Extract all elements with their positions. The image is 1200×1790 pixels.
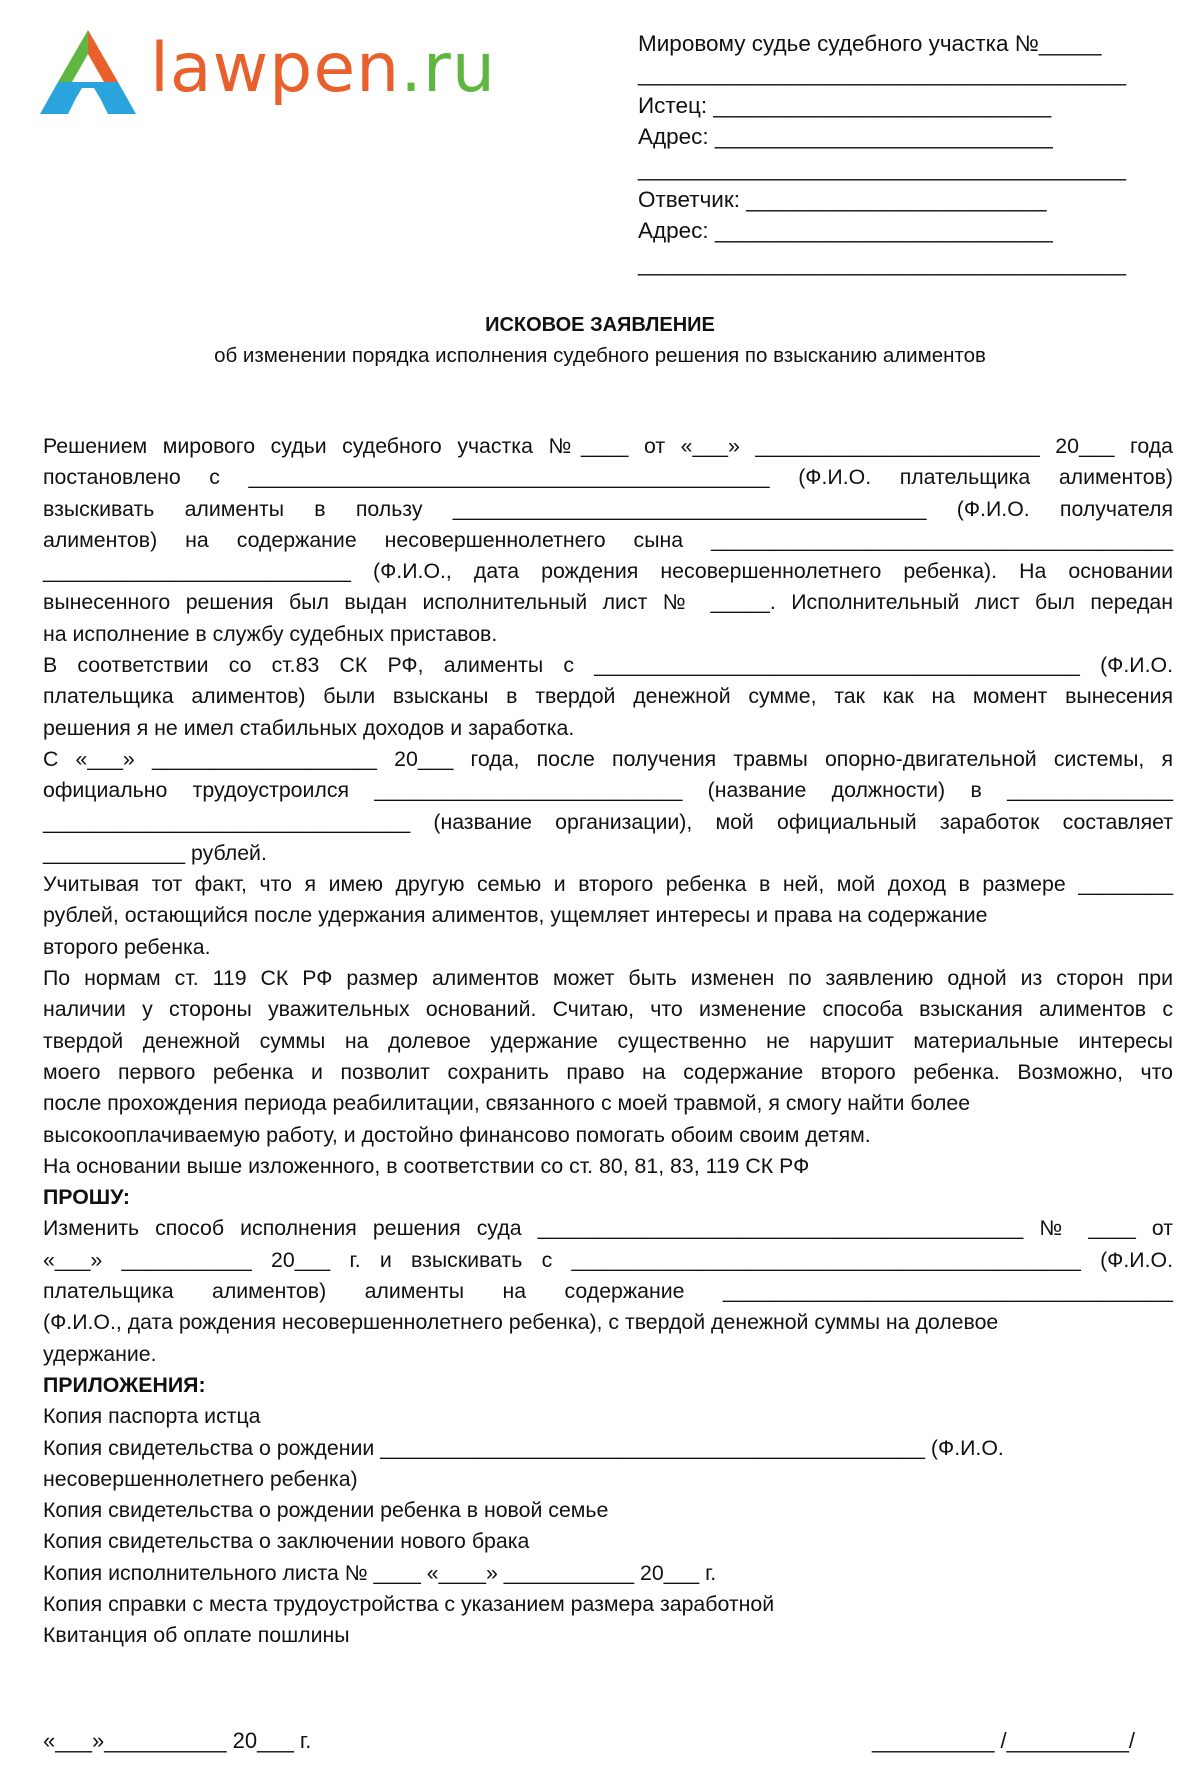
body-line: По нормам ст. 119 СК РФ размер алиментов может быть изменен по заявлению одной из сторон при	[43, 966, 1173, 991]
header-plaintiff: Истец: ___________________________	[638, 93, 1052, 118]
body-line: плательщика алиментов) алименты на содержание ______________________________________	[43, 1279, 1173, 1304]
logo-text	[150, 26, 496, 112]
body-line: На основании выше изложенного, в соответствии со ст. 80, 81, 83, 119 СК РФ	[43, 1153, 810, 1178]
body-line: Копия свидетельства о рождении ______________________________________________ (Ф.И.О.	[43, 1435, 1004, 1460]
body-line: рублей, остающийся после удержания алиментов, ущемляет интересы и права на содержание	[43, 903, 988, 928]
body-line: «___» ___________ 20___ г. и взыскивать с ___________________________________________ (Ф.И.О.	[43, 1247, 1173, 1272]
document-subtitle: об изменении порядка исполнения судебного решения по взысканию алиментов	[214, 344, 986, 367]
body-line: В соответствии со ст.83 СК РФ, алименты с _________________________________________ (Ф.И.О.	[43, 653, 1173, 678]
body-line: ПРОШУ:	[43, 1185, 131, 1210]
body-line: Копия справки с места трудоустройства с указанием размера заработной	[43, 1591, 775, 1616]
body-line: удержание.	[43, 1341, 157, 1366]
body-line: ПРИЛОЖЕНИЯ:	[43, 1372, 206, 1397]
body-line: несовершеннолетнего ребенка)	[43, 1466, 358, 1491]
body-line: _______________________________ (название организации), мой официальный заработок составляет	[43, 809, 1173, 834]
logo-triangle-icon	[38, 28, 138, 116]
body-line: на исполнение в службу судебных приставов.	[43, 621, 498, 646]
body-line: плательщика алиментов) были взысканы в твердой денежной сумме, так как на момент вынесения	[43, 684, 1173, 709]
body-line: твердой денежной суммы на долевое удержание существенно не нарушит материальные интересы	[43, 1028, 1173, 1053]
body-line: моего первого ребенка и позволит сохранить право на содержание второго ребенка. Возможно, что	[43, 1059, 1173, 1084]
logo-tld: .ru	[400, 29, 496, 108]
body-line: взыскивать алименты в пользу ________________________________________ (Ф.И.О. получателя	[43, 496, 1173, 521]
body-line: решения я не имел стабильных доходов и заработка.	[43, 715, 575, 740]
body-line: Копия свидетельства о рождении ребенка в новой семье	[43, 1498, 609, 1523]
header-defendant: Ответчик: ________________________	[638, 187, 1047, 212]
body-line: Копия исполнительного листа № ____ «____» ___________ 20___ г.	[43, 1560, 717, 1585]
body-line: Квитанция об оплате пошлины	[43, 1623, 350, 1648]
header-blank-line-3: _______________________________________	[638, 251, 1127, 276]
body-line: второго ребенка.	[43, 934, 211, 959]
body-line: постановлено с ____________________________________________ (Ф.И.О. плательщика алиментов)	[43, 465, 1173, 490]
header-to-judge: Мировому судье судебного участка №_____	[638, 31, 1102, 56]
body-line: (Ф.И.О., дата рождения несовершеннолетнего ребенка), с твердой денежной суммы на долевое	[43, 1310, 999, 1335]
body-line: Копия паспорта истца	[43, 1404, 261, 1429]
body-line: алиментов) на содержание несовершеннолетнего сына _______________________________________	[43, 527, 1173, 552]
body-line: ____________ рублей.	[43, 840, 267, 865]
body-line: высокооплачиваемую работу, и достойно финансово помогать обоим своим детям.	[43, 1122, 871, 1147]
body-line: официально трудоустроился __________________________ (название должности) в ______________	[43, 778, 1173, 803]
body-line: наличии у стороны уважительных оснований. Считаю, что изменение способа взыскания алиментов с	[43, 997, 1173, 1022]
body-line: __________________________ (Ф.И.О., дата рождения несовершеннолетнего ребенка). На основании	[43, 559, 1173, 584]
header-plaintiff-address: Адрес: ___________________________	[638, 124, 1053, 149]
header-defendant-address: Адрес: ___________________________	[638, 218, 1053, 243]
footer-date: «___»__________ 20___ г.	[43, 1728, 312, 1753]
document-title: ИСКОВОЕ ЗАЯВЛЕНИЕ	[485, 314, 715, 336]
body-line: С «___» ___________________ 20___ года, после получения травмы опорно-двигательной системы, я	[43, 746, 1173, 771]
site-logo[interactable]	[38, 26, 518, 118]
body-line: Учитывая тот факт, что я имею другую семью и второго ребенка в ней, мой доход в размере ________	[43, 872, 1173, 897]
header-blank-line-2: _______________________________________	[638, 156, 1127, 181]
body-line: Изменить способ исполнения решения суда _________________________________________ № ____ от	[43, 1216, 1173, 1241]
footer-signature: __________ /__________/	[872, 1728, 1136, 1753]
body-line: Решением мирового судьи судебного участка №____ от «___» ________________________ 20___ года	[43, 434, 1173, 458]
logo-name: lawpen	[150, 29, 401, 108]
body-line: после прохождения периода реабилитации, связанного с моей травмой, я смогу найти более	[43, 1091, 971, 1116]
body-line: вынесенного решения был выдан исполнительный лист № _____. Исполнительный лист был передан	[43, 590, 1173, 615]
body-line: Копия свидетельства о заключении нового брака	[43, 1529, 530, 1554]
document-body	[43, 431, 1173, 1652]
header-blank-line: _______________________________________	[638, 61, 1127, 86]
